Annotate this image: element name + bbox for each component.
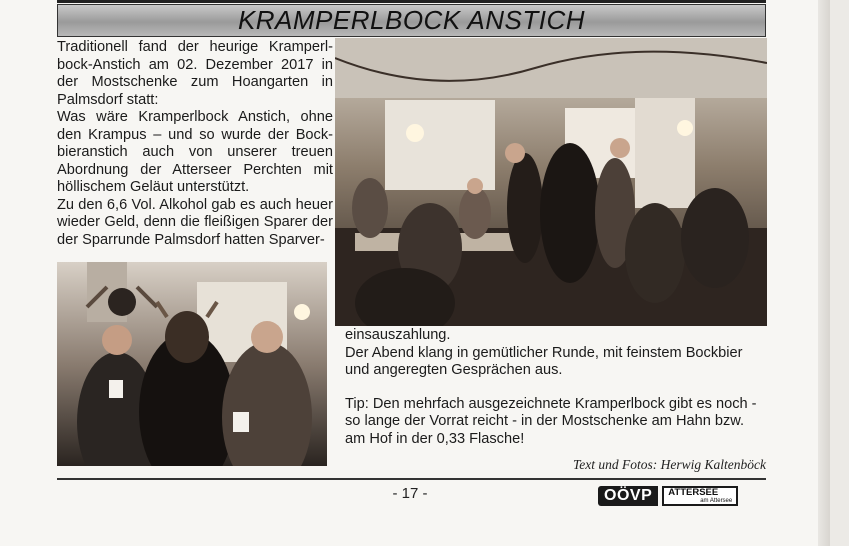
photo-credit: Text und Fotos: Herwig Kaltenböck [573, 457, 766, 472]
title-banner [57, 4, 766, 37]
party-logo [598, 486, 738, 506]
article-column-left [57, 39, 333, 249]
top-rule [57, 0, 766, 3]
page-number: - 17 - [392, 485, 428, 502]
paragraph-continuation: einsauszahlung. [345, 327, 451, 343]
paragraph-tip: Tip: Den mehrfach ausgezeichnete Kramperlbock gibt es noch - so lange der Vorrat reicht - in der Mostschenke am Hahn bzw. am Hof in der 0,33 Flasche! [345, 395, 757, 447]
logo-sub-box [662, 486, 738, 506]
krampus-photo [57, 262, 327, 466]
page-edge [818, 0, 830, 546]
paragraph-sparrunde: Zu den 6,6 Vol. Alkohol gab es auch heuer wieder Geld, denn die fleißigen Sparer der der Sparrunde Palmsdorf hatten Sparver- [57, 196, 333, 248]
logo-sub-text: ATTERSEE [668, 486, 719, 498]
paragraph-evening: Der Abend klang in gemütlicher Runde, mit feinstem Bockbier und angeregten Gesprächen aus. [345, 344, 743, 378]
paragraph-krampus: Was wäre Kramperlbock Anstich, ohne den Krampus – und so wurde der Bock-bieranstich auch von unserer treuen Abordnung der Atterseer Perchten mit höllischem Geläut unterstützt. [57, 109, 333, 195]
article-column-right [345, 327, 767, 448]
logo-main-text: OÖVP [598, 486, 658, 506]
logo-sub-small-text: am Attersee [700, 497, 733, 504]
paragraph-intro: Traditionell fand der heurige Kramperl-bock-Anstich am 02. Dezember 2017 in der Mostschenke zum Hoangarten in Palmsdorf statt: [57, 39, 333, 108]
tavern-photo [335, 38, 767, 326]
article-title: KRAMPERLBOCK ANSTICH [237, 5, 586, 35]
bottom-rule [57, 478, 766, 480]
